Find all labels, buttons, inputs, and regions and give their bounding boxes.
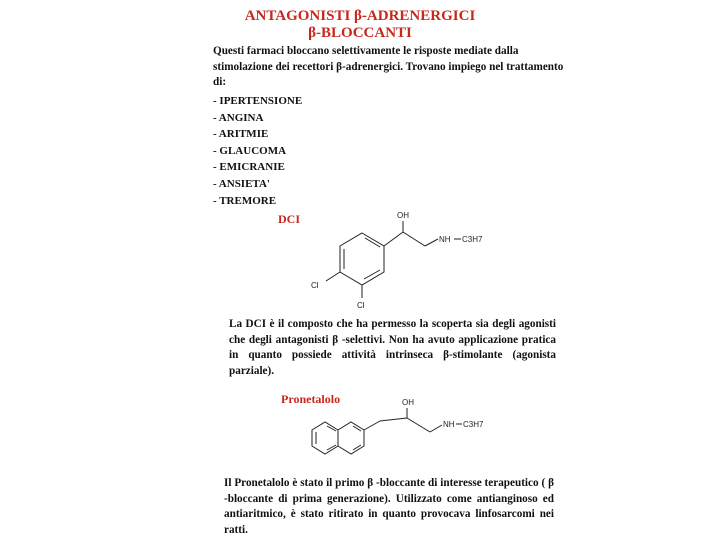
page-title: ANTAGONISTI β-ADRENERGICI [244, 8, 476, 24]
list-item: - ARITMIE [213, 128, 269, 141]
pronetalolo-label: Pronetalolo [281, 392, 341, 406]
dci-oh-atom: OH [397, 211, 409, 220]
pronetalolo-nh-atom: NH [443, 420, 455, 429]
page-subtitle: β-BLOCCANTI [308, 25, 412, 41]
dci-label: DCI [278, 212, 301, 226]
naphthalene-ring-right [338, 422, 364, 454]
list-item: - EMICRANIE [213, 161, 285, 174]
dci-cl-atom: Cl [357, 301, 365, 310]
intro-text: Questi farmaci bloccano selettivamente le risposte mediate dalla stimolazione dei recettori β-adrenergici. Trovano impiego nel trattamento di: [213, 45, 564, 89]
dci-cl-atom: Cl [311, 281, 319, 290]
dci-benzene-ring [340, 233, 384, 285]
list-item: - TREMORE [213, 194, 277, 207]
dci-nh-atom: NH [439, 235, 451, 244]
pronetalolo-substituent: C3H7 [463, 420, 484, 429]
list-item: - GLAUCOMA [213, 144, 287, 157]
list-item: - ANGINA [213, 111, 264, 124]
dci-structure [311, 211, 483, 310]
dci-substituent: C3H7 [462, 235, 483, 244]
dci-description: La DCI è il composto che ha permesso la scoperta sia degli agonisti che degli antagonisti β -selettivi. Non ha avuto applicazione pratica in quanto possiede attività intrinseca β-stimolante (agonista parziale). [229, 318, 556, 377]
pronetalolo-oh-atom: OH [402, 398, 414, 407]
pronetalolo-description: Il Pronetalolo è stato il primo β -bloccante di interesse terapeutico ( β -bloccante di prima generazione). Utilizzato come antianginoso ed antiaritmico, è stato ritirato in quanto provocava linfosarcomi nei ratti. [224, 477, 554, 536]
list-item: - IPERTENSIONE [213, 95, 303, 107]
list-item: - ANSIETA' [213, 177, 270, 190]
